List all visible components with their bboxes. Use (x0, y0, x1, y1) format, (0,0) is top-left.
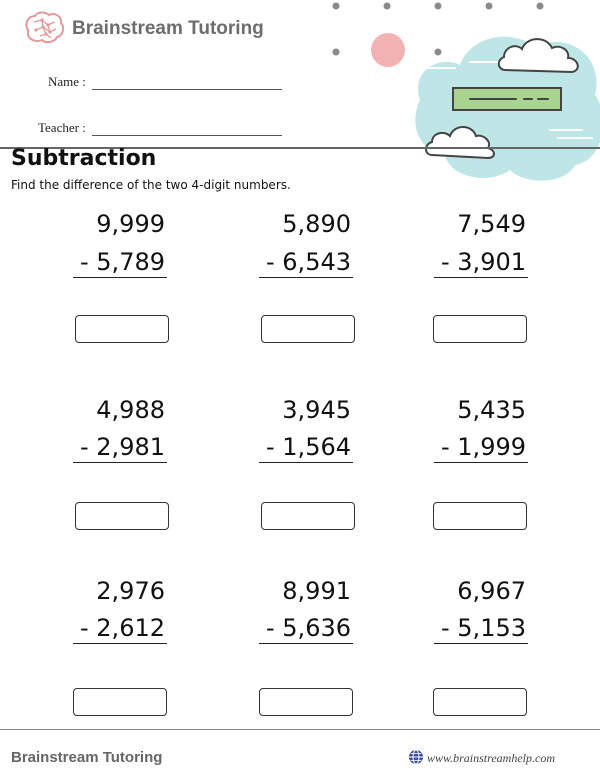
answer-box[interactable] (259, 688, 353, 716)
answer-box[interactable] (261, 315, 355, 343)
problem-bottom-number: - 6,543 (266, 248, 351, 276)
problem-top-number: 9,999 (96, 210, 165, 238)
answer-line (434, 277, 528, 278)
answer-line (73, 643, 167, 644)
footer-divider (0, 729, 600, 730)
teacher-field[interactable] (92, 135, 282, 136)
worksheet-title: Subtraction (11, 146, 157, 171)
answer-box[interactable] (75, 315, 169, 343)
problem-bottom-number: - 3,901 (441, 248, 526, 276)
problem-bottom-number: - 1,999 (441, 433, 526, 461)
globe-icon (408, 749, 424, 765)
brand-name: Brainstream Tutoring (72, 18, 264, 39)
decorative-cloud-art (320, 0, 600, 185)
answer-line (434, 462, 528, 463)
problem-bottom-number: - 1,564 (266, 433, 351, 461)
answer-line (73, 462, 167, 463)
teacher-label: Teacher : (38, 120, 86, 135)
problem-top-number: 8,991 (282, 577, 351, 605)
name-field[interactable] (92, 89, 282, 90)
problem-top-number: 5,890 (282, 210, 351, 238)
answer-line (73, 277, 167, 278)
problem-top-number: 7,549 (457, 210, 526, 238)
answer-line (259, 643, 353, 644)
problem-top-number: 2,976 (96, 577, 165, 605)
answer-box[interactable] (75, 502, 169, 530)
name-label: Name : (48, 74, 86, 89)
answer-box[interactable] (433, 315, 527, 343)
answer-line (259, 462, 353, 463)
problem-bottom-number: - 5,153 (441, 614, 526, 642)
problem-bottom-number: - 2,612 (80, 614, 165, 642)
problem-bottom-number: - 5,789 (80, 248, 165, 276)
answer-box[interactable] (261, 502, 355, 530)
problem-top-number: 3,945 (282, 396, 351, 424)
answer-box[interactable] (433, 688, 527, 716)
answer-line (434, 643, 528, 644)
answer-box[interactable] (73, 688, 167, 716)
problem-top-number: 6,967 (457, 577, 526, 605)
answer-line (259, 277, 353, 278)
answer-box[interactable] (433, 502, 527, 530)
pink-circle (371, 33, 405, 67)
problem-bottom-number: - 5,636 (266, 614, 351, 642)
problem-top-number: 5,435 (457, 396, 526, 424)
problem-bottom-number: - 2,981 (80, 433, 165, 461)
problem-top-number: 4,988 (96, 396, 165, 424)
worksheet-instructions: Find the difference of the two 4-digit numbers. (11, 178, 291, 192)
footer-url-link[interactable]: www.brainstreamhelp.com (427, 751, 555, 765)
footer-brand: Brainstream Tutoring (11, 749, 163, 766)
brain-logo-icon (22, 10, 66, 46)
